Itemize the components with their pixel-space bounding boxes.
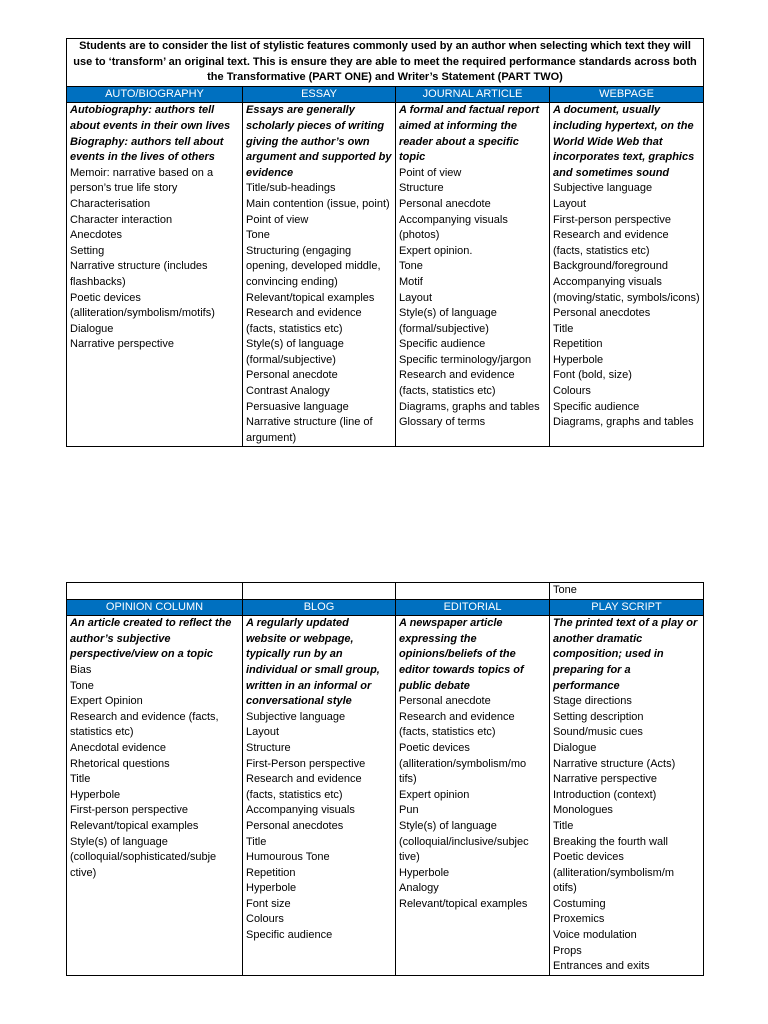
feature-item: Motif xyxy=(399,275,423,288)
feature-item: Anecdotal evidence xyxy=(70,741,167,754)
features-table-1 xyxy=(66,38,704,447)
definition: Essays are generally scholarly pieces of writing giving the author’s own argument and supported by evidence xyxy=(246,104,392,179)
column-cell-opinion-column xyxy=(67,616,243,976)
feature-item: Entrances and exits xyxy=(553,960,650,973)
feature-item: Relevant/topical examples xyxy=(246,291,375,304)
feature-item: Expert Opinion xyxy=(70,695,143,708)
feature-item: First-person perspective xyxy=(70,804,188,817)
feature-item: Point of view xyxy=(399,166,462,179)
feature-item: Personal anecdotes xyxy=(246,819,344,832)
feature-item: Style(s) of language (colloquial/inclusive/subjec tive) xyxy=(399,819,529,864)
feature-item: Memoir: narrative based on a person’s true life story xyxy=(70,166,214,195)
feature-item: First-person perspective xyxy=(553,213,671,226)
feature-item: Research and evidence (facts, statistics etc) xyxy=(553,229,669,257)
definition: A formal and factual report aimed at informing the reader about a specific topic xyxy=(399,104,540,164)
feature-item: Repetition xyxy=(553,338,603,351)
column-header-editorial: EDITORIAL xyxy=(396,599,550,616)
feature-item: Main contention (issue, point) xyxy=(246,197,390,210)
definition: An article created to reflect the author’s subjective perspective/view on a topic xyxy=(70,617,232,661)
feature-item: Diagrams, graphs and tables xyxy=(553,416,694,429)
column-cell-play-script xyxy=(550,616,704,976)
feature-item: Personal anecdotes xyxy=(553,307,651,320)
feature-item: Voice modulation xyxy=(553,929,637,942)
feature-item: Diagrams, graphs and tables xyxy=(399,400,540,413)
intro-row xyxy=(67,39,704,87)
column-header-auto-biography: AUTO/BIOGRAPHY xyxy=(67,86,243,103)
feature-item: Research and evidence (facts, statistics etc) xyxy=(399,710,515,739)
top-cell xyxy=(67,583,243,600)
feature-item: Specific audience xyxy=(246,929,333,942)
feature-item: Accompanying visuals (moving/static, symbols/icons) xyxy=(553,275,700,304)
definition: The printed text of a play or another dramatic composition; used in preparing for a performance xyxy=(553,617,698,692)
column-header-play-script: PLAY SCRIPT xyxy=(550,599,704,616)
feature-list xyxy=(70,166,239,353)
feature-item: Hyperbole xyxy=(70,788,121,801)
feature-item: First-Person perspective xyxy=(246,757,366,770)
feature-item: Research and evidence (facts, statistics etc) xyxy=(246,307,362,335)
top-cell xyxy=(243,583,396,600)
feature-item: Props xyxy=(553,944,582,957)
feature-item: Poetic devices (alliteration/symbolism/motifs) xyxy=(70,291,215,320)
feature-item: Personal anecdote xyxy=(399,695,491,708)
feature-item: Persuasive language xyxy=(246,400,349,413)
feature-item: Poetic devices (alliteration/symbolism/mo tifs) xyxy=(399,741,527,786)
feature-item: Font (bold, size) xyxy=(553,369,632,382)
feature-item: Layout xyxy=(246,726,280,739)
feature-item: Anecdotes xyxy=(70,229,122,242)
feature-list xyxy=(246,710,392,944)
feature-item: Relevant/topical examples xyxy=(70,819,199,832)
feature-item: Monologues xyxy=(553,804,613,817)
feature-item: Colours xyxy=(246,913,284,926)
feature-item: Layout xyxy=(553,197,587,210)
feature-item: Pun xyxy=(399,804,419,817)
feature-item: Style(s) of language (colloquial/sophisticated/subje ctive) xyxy=(70,835,217,879)
feature-item: Narrative perspective xyxy=(70,338,174,351)
feature-item: Specific audience xyxy=(399,338,486,351)
feature-item: Specific terminology/jargon xyxy=(399,353,532,366)
feature-item: Research and evidence (facts, statistics etc) xyxy=(246,773,362,801)
feature-item: Characterisation xyxy=(70,197,151,210)
feature-item: Personal anecdote xyxy=(399,197,491,210)
feature-item: Structure xyxy=(246,741,291,754)
column-cell-webpage xyxy=(550,103,704,447)
feature-item: Hyperbole xyxy=(399,866,450,879)
feature-item: Background/foreground xyxy=(553,260,668,273)
feature-item: Subjective language xyxy=(553,182,653,195)
feature-item: Specific audience xyxy=(553,400,640,413)
top-row xyxy=(67,583,704,600)
feature-item: Rhetorical questions xyxy=(70,757,170,770)
feature-item: Analogy xyxy=(399,882,439,895)
top-cell-tone: Tone xyxy=(550,583,704,600)
content-row xyxy=(67,103,704,447)
feature-item: Humourous Tone xyxy=(246,851,330,864)
feature-list xyxy=(553,694,700,975)
feature-item: Subjective language xyxy=(246,710,346,723)
feature-item: Colours xyxy=(553,385,591,398)
feature-item: Contrast Analogy xyxy=(246,385,330,398)
feature-item: Glossary of terms xyxy=(399,416,486,429)
top-cell xyxy=(396,583,550,600)
feature-item: Breaking the fourth wall xyxy=(553,835,668,848)
feature-item: Title xyxy=(553,322,574,335)
header-row xyxy=(67,86,704,103)
feature-item: Accompanying visuals xyxy=(246,804,355,817)
feature-item: Proxemics xyxy=(553,913,605,926)
feature-list xyxy=(399,166,546,431)
feature-item: Repetition xyxy=(246,866,296,879)
feature-item: Style(s) of language (formal/subjective) xyxy=(246,338,344,366)
column-header-essay: ESSAY xyxy=(243,86,396,103)
column-cell-journal-article xyxy=(396,103,550,447)
feature-item: Font size xyxy=(246,897,291,910)
feature-item: Accompanying visuals (photos) xyxy=(399,213,508,242)
feature-item: Research and evidence (facts, statistics etc) xyxy=(399,369,515,398)
feature-item: Character interaction xyxy=(70,213,173,226)
definition: A document, usually including hypertext, on the World Wide Web that incorporates text, graphics and sometimes sound xyxy=(553,104,695,179)
feature-item: Hyperbole xyxy=(553,353,604,366)
feature-item: Narrative structure (Acts) xyxy=(553,757,676,770)
feature-item: Tone xyxy=(70,679,94,692)
feature-item: Structuring (engaging opening, developed middle, convincing ending) xyxy=(246,244,381,288)
feature-item: Research and evidence (facts, statistics etc) xyxy=(70,710,219,739)
definition: A newspaper article expressing the opinions/beliefs of the editor towards topics of public debate xyxy=(399,617,524,692)
column-cell-essay xyxy=(243,103,396,447)
feature-item: Stage directions xyxy=(553,695,632,708)
feature-list xyxy=(399,694,546,912)
feature-item: Expert opinion xyxy=(399,788,470,801)
feature-item: Title/sub-headings xyxy=(246,182,336,195)
feature-item: Point of view xyxy=(246,213,309,226)
feature-item: Title xyxy=(246,835,267,848)
feature-list xyxy=(553,181,700,431)
feature-item: Narrative perspective xyxy=(553,773,657,786)
feature-item: Introduction (context) xyxy=(553,788,657,801)
feature-item: Layout xyxy=(399,291,433,304)
column-header-webpage: WEBPAGE xyxy=(550,86,704,103)
feature-item: Title xyxy=(70,773,91,786)
definition: Autobiography: authors tell about events in their own lives Biography: authors tell about events in the lives of others xyxy=(70,104,231,164)
content-row xyxy=(67,616,704,976)
feature-item: Tone xyxy=(246,229,270,242)
feature-item: Narrative structure (includes flashbacks) xyxy=(70,260,208,288)
feature-list xyxy=(70,663,239,881)
column-header-journal-article: JOURNAL ARTICLE xyxy=(396,86,550,103)
definition: A regularly updated website or webpage, typically run by an individual or small group, written in an informal or conversational style xyxy=(246,617,380,708)
column-cell-blog xyxy=(243,616,396,976)
feature-item: Personal anecdote xyxy=(246,369,338,382)
feature-item: Sound/music cues xyxy=(553,726,643,739)
feature-item: Costuming xyxy=(553,897,606,910)
feature-item: Expert opinion. xyxy=(399,244,473,257)
feature-item: Bias xyxy=(70,663,92,676)
intro-text: Students are to consider the list of stylistic features commonly used by an author when selecting which text they will use to ‘transform’ an original text. This is ensure they are able to meet the required performance standards across both the Transformative (PART ONE) and Writer’s Statement (PART TWO) xyxy=(67,39,704,87)
feature-item: Structure xyxy=(399,182,444,195)
column-header-opinion-column: OPINION COLUMN xyxy=(67,599,243,616)
features-table-2 xyxy=(66,582,704,976)
column-cell-auto-biography xyxy=(67,103,243,447)
feature-item: Narrative structure (line of argument) xyxy=(246,416,373,444)
feature-item: Dialogue xyxy=(70,322,114,335)
header-row xyxy=(67,599,704,616)
feature-item: Title xyxy=(553,819,574,832)
feature-item: Hyperbole xyxy=(246,882,297,895)
feature-item: Relevant/topical examples xyxy=(399,897,528,910)
column-header-blog: BLOG xyxy=(243,599,396,616)
feature-item: Setting description xyxy=(553,710,644,723)
column-cell-editorial xyxy=(396,616,550,976)
feature-item: Setting xyxy=(70,244,105,257)
feature-item: Dialogue xyxy=(553,741,597,754)
feature-item: Poetic devices (alliteration/symbolism/m otifs) xyxy=(553,851,675,895)
feature-list xyxy=(246,181,392,446)
feature-item: Tone xyxy=(399,260,423,273)
feature-item: Style(s) of language (formal/subjective) xyxy=(399,307,497,335)
